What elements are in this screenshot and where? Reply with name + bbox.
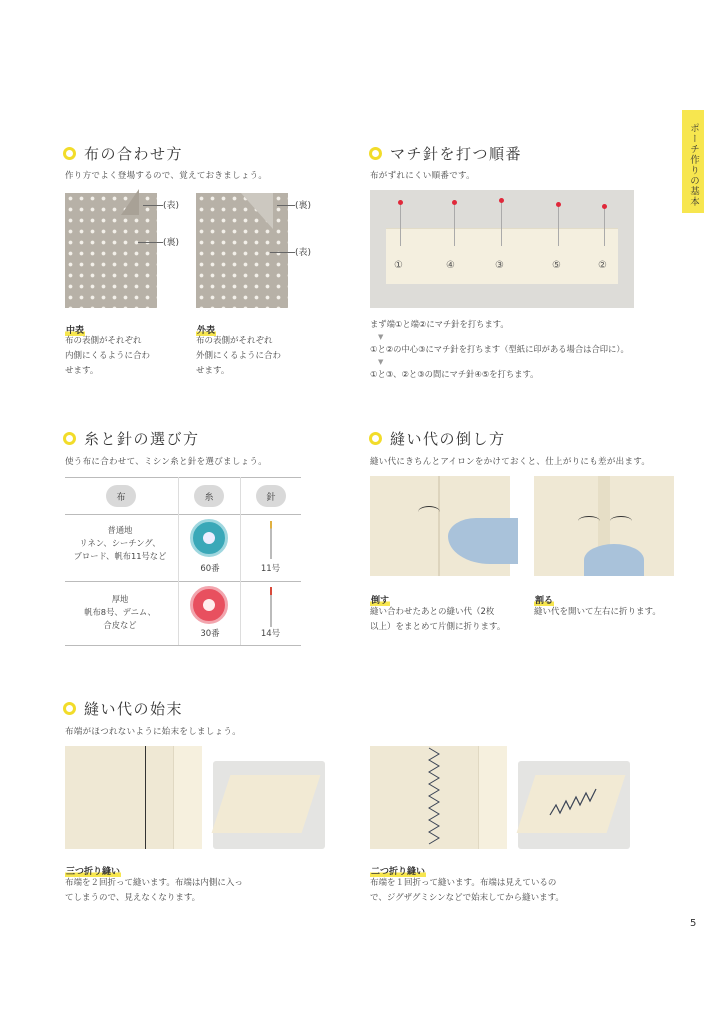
section-subtitle: 作り方でよく登場するので、覚えておきましょう。 <box>65 171 268 181</box>
folded-corner <box>121 189 139 215</box>
section-subtitle: 布がずれにくい順番です。 <box>370 171 475 181</box>
text-mitsuori: 布端を２回折って縫います。布端は内側に入っ てしまうので、見えなくなります。 <box>65 878 243 903</box>
section-heading-fabric-matching <box>63 143 183 164</box>
pin-head-icon <box>499 198 504 203</box>
label-nitsuori: 二つ折り縫い <box>371 867 426 877</box>
section-title: 縫い代の倒し方 <box>390 430 506 448</box>
page-number: 5 <box>690 918 697 929</box>
section-heading-thread-needle <box>63 428 200 449</box>
section-title: 縫い代の始末 <box>84 700 184 718</box>
section-title: マチ針を打つ順番 <box>390 145 523 163</box>
pin-head-icon <box>398 200 403 205</box>
pin-head-icon <box>602 204 607 209</box>
pin-marker: ④ <box>446 260 455 271</box>
press-one-side-photo <box>370 476 510 576</box>
thread-spool-icon <box>190 519 228 557</box>
text-nakaomote: 布の表側がそれぞれ 内側にくるように合わ せます。 <box>65 336 151 376</box>
nitsuori-closeup-photo <box>518 761 630 849</box>
section-heading-seam-allowance <box>369 428 506 449</box>
table-header-needle: 針 <box>256 485 286 507</box>
cloth-strip <box>386 228 618 284</box>
label-nakaomote: 中表 <box>66 326 85 336</box>
iron-icon <box>448 518 518 564</box>
zigzag-stitch-icon <box>548 775 600 819</box>
text-sotoomote: 布の表側がそれぞれ 外側にくるように合わ せます。 <box>196 336 282 376</box>
section-title: 糸と針の選び方 <box>84 430 200 448</box>
section-heading-pin-order <box>369 143 522 164</box>
callout-ura-2: (裏) <box>295 201 312 211</box>
pin-head-icon <box>556 202 561 207</box>
table-header-fabric: 布 <box>106 485 136 507</box>
pin-order-photo <box>370 190 634 308</box>
stitch-line <box>145 746 146 849</box>
table-row-fabric: 厚地 帆布8号、デニム、 合皮など <box>84 594 156 630</box>
needle-size: 14号 <box>260 629 281 639</box>
arrow-icon <box>418 506 440 518</box>
text-waru: 縫い代を開いて左右に折ります。 <box>534 607 661 617</box>
needle-icon <box>270 587 272 627</box>
mitsuori-photo <box>65 746 202 849</box>
pin-marker: ① <box>394 260 403 271</box>
bullet-circle-icon <box>63 702 76 715</box>
pin-marker: ② <box>598 260 607 271</box>
section-subtitle: 布端がほつれないように始末をしましょう。 <box>65 727 242 737</box>
fabric-nakaomote-photo <box>65 193 157 308</box>
bullet-circle-icon <box>369 432 382 445</box>
text-taosu: 縫い合わせたあとの縫い代（2枚 以上）をまとめて片側に折ります。 <box>370 607 506 632</box>
zigzag-stitch-icon <box>426 746 442 849</box>
iron-icon <box>584 544 644 576</box>
bullet-circle-icon <box>63 147 76 160</box>
callout-omote: (表) <box>163 201 180 211</box>
callout-omote-2: (表) <box>295 248 312 258</box>
folded-corner <box>241 193 273 229</box>
arrow-right-icon <box>610 516 632 526</box>
pin-marker: ③ <box>495 260 504 271</box>
mitsuori-closeup-photo <box>213 761 325 849</box>
label-sotoomote: 外表 <box>197 326 216 336</box>
thread-size: 30番 <box>200 629 220 639</box>
press-open-photo <box>534 476 674 576</box>
fabric-sotoomote-photo <box>196 193 288 308</box>
section-title: 布の合わせ方 <box>84 145 184 163</box>
label-mitsuori: 三つ折り縫い <box>66 867 121 877</box>
pin-marker: ⑤ <box>552 260 561 271</box>
callout-ura: (裏) <box>163 238 180 248</box>
label-taosu: 倒す <box>371 596 390 606</box>
arrow-left-icon <box>578 516 600 526</box>
section-subtitle: 使う布に合わせて、ミシン糸と針を選びましょう。 <box>65 457 268 467</box>
down-arrow-icon: ▼ <box>378 333 384 341</box>
section-heading-seam-finish <box>63 698 183 719</box>
needle-icon <box>270 521 272 559</box>
table-row-fabric: 普通地 リネン、シーチング、 ブロード、帆布11号など <box>73 525 167 561</box>
thread-size: 60番 <box>200 564 220 574</box>
side-chapter-tab: ポーチ作りの基本 <box>682 110 704 213</box>
nitsuori-photo <box>370 746 507 849</box>
bullet-circle-icon <box>63 432 76 445</box>
section-subtitle: 縫い代にきちんとアイロンをかけておくと、仕上がりにも差が出ます。 <box>370 457 651 467</box>
label-waru: 割る <box>535 596 554 606</box>
thread-spool-icon <box>190 586 228 624</box>
table-header-thread: 糸 <box>194 485 224 507</box>
bullet-circle-icon <box>369 147 382 160</box>
pin-head-icon <box>452 200 457 205</box>
down-arrow-icon: ▼ <box>378 358 384 366</box>
pin-order-steps: まず端①と端②にマチ針を打ちます。 ▼ ①と②の中心③にマチ針を打ちます（型紙に印がある場合は合印に）。 ▼ ①と③、②と③の間にマチ針④⑤を打ちます。 <box>370 319 629 379</box>
text-nitsuori: 布端を１回折って縫います。布端は見えているの で、ジグザグミシンなどで始末してから縫います。 <box>370 878 564 903</box>
needle-size: 11号 <box>260 564 281 574</box>
